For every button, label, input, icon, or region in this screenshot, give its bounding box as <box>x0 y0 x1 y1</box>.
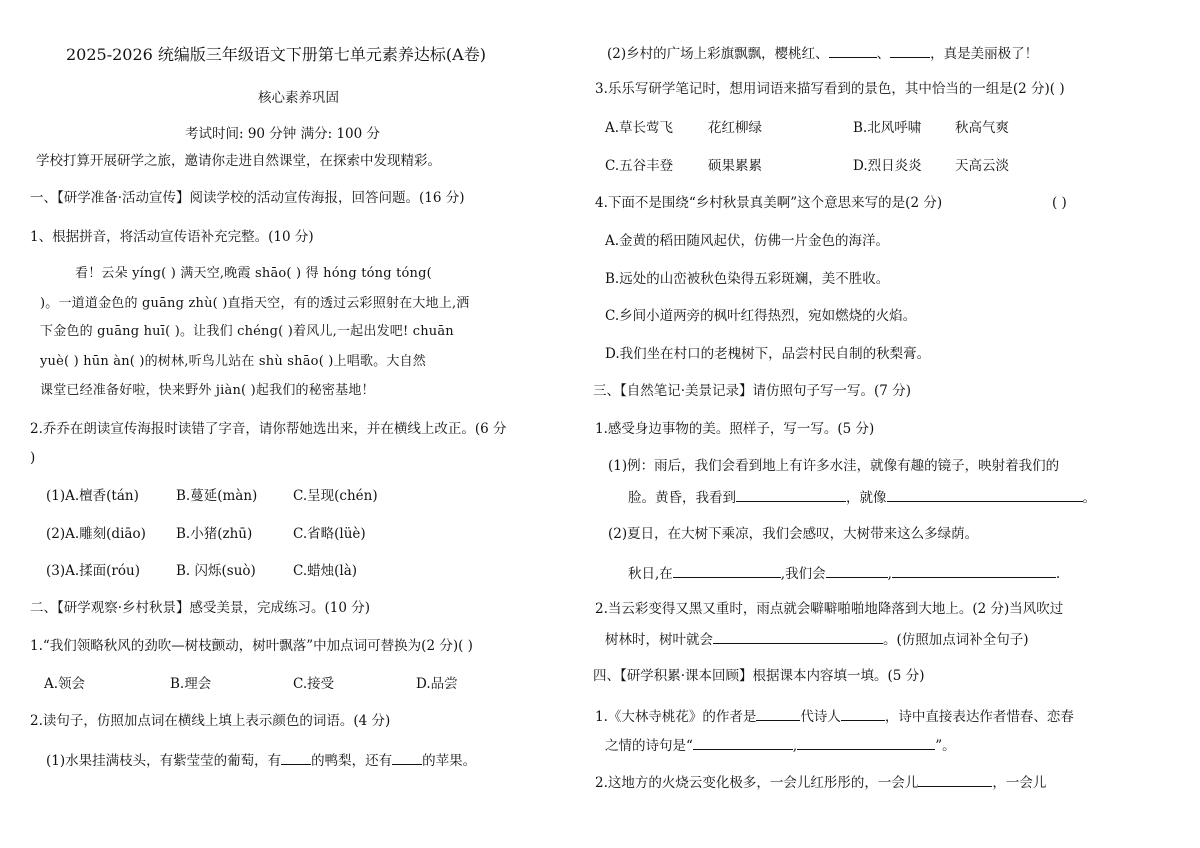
s3-q2-line2: 树林时，树叶就会 。(仿照加点词补全句子) <box>605 629 1029 649</box>
s3-q1-example: (1)例：雨后，我们会看到地上有许多水洼，就像有趣的镜子，映射着我们的 <box>608 458 1060 474</box>
s3-q2-line1: 2.当云彩变得又黑又重时，雨点就会噼噼啪啪地降落到大地上。(2 分)当风吹过 <box>595 601 1064 617</box>
s2-q3-option: A.草长莺飞 <box>605 120 674 136</box>
page-title: 2025-2026 统编版三年级语文下册第七单元素养达标(A卷) <box>66 45 486 64</box>
s2-q2-sentence2: (2)乡村的广场上彩旗飘飘，樱桃红、 、 ，真是美丽极了！ <box>607 43 1038 63</box>
s2-q1-option: B.理会 <box>170 676 212 692</box>
s1-q2-option: C.省略(lüè) <box>293 526 366 542</box>
answer-blank[interactable] <box>890 43 930 58</box>
answer-blank[interactable] <box>392 750 422 765</box>
answer-paren[interactable]: ( ) <box>1052 195 1067 211</box>
s2-q3-option: 天高云淡 <box>955 158 1009 174</box>
s1-q2-option: C.蜡烛(là) <box>293 563 358 579</box>
s4-q1-line2: 之情的诗句是“ , ”。 <box>605 735 956 755</box>
s2-q1-stem: 1.“我们领略秋风的劲吹—树枝颤动，树叶飘落”中加点词可替换为(2 分)( ) <box>30 638 473 654</box>
answer-blank[interactable] <box>736 487 846 502</box>
answer-blank[interactable] <box>281 750 311 765</box>
s2-q4-option: D.我们坐在村口的老槐树下，品尝村民自制的秋梨膏。 <box>605 346 931 362</box>
s2-q1-option: A.领会 <box>44 676 86 692</box>
s2-q1-option: C.接受 <box>293 676 335 692</box>
s2-q3-option: 花红柳绿 <box>708 120 762 136</box>
s3-q1-answer-line: 秋日,在 ,我们会 , . <box>628 563 1060 583</box>
s1-q2-option: (3)A.揉面(róu) <box>46 563 140 579</box>
s2-q3-option: D.烈日炎炎 <box>853 158 922 174</box>
answer-blank[interactable] <box>887 487 1083 502</box>
s1-q1-line: 下金色的 guāng huī( )。让我们 chéng( )着风儿,一起出发吧! chuān <box>40 324 454 339</box>
s3-q1-sentence2: (2)夏日，在大树下乘凉，我们会感叹，大树带来这么多绿荫。 <box>608 526 979 542</box>
s1-q2-option: C.呈现(chén) <box>293 488 378 504</box>
section2-heading: 二、【研学观察·乡村秋景】感受美景，完成练习。(10 分) <box>30 600 371 616</box>
answer-blank[interactable] <box>797 735 935 750</box>
s2-q4-option: C.乡间小道两旁的枫叶红得热烈，宛如燃烧的火焰。 <box>605 308 917 324</box>
answer-blank[interactable] <box>673 563 781 578</box>
s1-q1-line: 看！云朵 yíng( ) 满天空,晚霞 shāo( ) 得 hóng tóng tóng( <box>75 266 432 281</box>
answer-blank[interactable] <box>892 563 1056 578</box>
answer-blank[interactable] <box>756 706 800 721</box>
s2-q4-option: B.远处的山峦被秋色染得五彩斑斓，美不胜收。 <box>605 271 890 287</box>
answer-blank[interactable] <box>918 772 992 787</box>
s2-q4-option: A.金黄的稻田随风起伏，仿佛一片金色的海洋。 <box>605 233 890 249</box>
s2-q3-option: C.五谷丰登 <box>605 158 674 174</box>
s1-q1-line: yuè( ) hūn àn( )的树林,听鸟儿站在 shù shāo( )上唱歌。大自然 <box>40 354 426 369</box>
answer-blank[interactable] <box>826 563 888 578</box>
s2-q1-option: D.品尝 <box>416 676 458 692</box>
s1-q2-option: (2)A.雕刻(diāo) <box>46 526 146 542</box>
s1-q2-option: B.蔓延(màn) <box>176 488 258 504</box>
s3-q1-example-cont: 脸。黄昏，我看到 ，就像 。 <box>628 487 1096 507</box>
answer-blank[interactable] <box>841 706 885 721</box>
s1-q1-stem: 1、根据拼音，将活动宣传语补充完整。(10 分) <box>30 229 314 245</box>
s1-q1-line: 课堂已经准备好啦，快来野外 jiàn( )起我们的秘密基地！ <box>40 383 375 398</box>
s2-q3-option: 秋高气爽 <box>955 120 1009 136</box>
s1-q2-stem-cont: ) <box>30 450 36 466</box>
s3-q1-stem: 1.感受身边事物的美。照样子，写一写。(5 分) <box>595 421 875 437</box>
s2-q3-option: 硕果累累 <box>708 158 762 174</box>
section4-heading: 四、【研学积累·课本回顾】根据课本内容填一填。(5 分) <box>593 668 925 684</box>
s2-q2-sentence1: (1)水果挂满枝头，有紫莹莹的葡萄，有 的鸭梨，还有 的苹果。 <box>46 750 476 770</box>
s1-q1-line: )。一道道金色的 guāng zhù( )直指天空，有的透过云彩照射在大地上,洒 <box>40 296 470 311</box>
s2-q4-stem: 4.下面不是围绕“乡村秋景真美啊”这个意思来写的是(2 分) <box>595 195 943 211</box>
s2-q3-option: B.北风呼啸 <box>853 120 922 136</box>
s1-q2-option: B. 闪烁(suò) <box>176 563 256 579</box>
s1-q2-option: (1)A.檀香(tán) <box>46 488 139 504</box>
s4-q1-line1: 1.《大林寺桃花》的作者是 代诗人 ，诗中直接表达作者惜春、恋春 <box>595 706 1074 726</box>
intro-text: 学校打算开展研学之旅，邀请你走进自然课堂，在探索中发现精彩。 <box>36 153 441 169</box>
answer-blank[interactable] <box>713 629 883 644</box>
s2-q3-stem: 3.乐乐写研学笔记时，想用词语来描写看到的景色，其中恰当的一组是(2 分)( ) <box>595 81 1065 97</box>
answer-blank[interactable] <box>829 43 877 58</box>
answer-blank[interactable] <box>693 735 793 750</box>
s2-q2-stem: 2.读句子，仿照加点词在横线上填上表示颜色的词语。(4 分) <box>30 713 391 729</box>
s1-q2-option: B.小猪(zhū) <box>176 526 253 542</box>
exam-info: 考试时间: 90 分钟 满分: 100 分 <box>185 126 380 142</box>
section1-heading: 一、【研学准备·活动宣传】阅读学校的活动宣传海报，回答问题。(16 分) <box>30 190 465 206</box>
s1-q2-stem: 2.乔乔在朗读宣传海报时读错了字音，请你帮她选出来，并在横线上改正。(6 分 <box>30 421 507 437</box>
page-subtitle: 核心素养巩固 <box>258 90 339 106</box>
s4-q2-line1: 2.这地方的火烧云变化极多，一会儿红彤彤的，一会儿 ，一会儿 <box>595 772 1046 792</box>
section3-heading: 三、【自然笔记·美景记录】请仿照句子写一写。(7 分) <box>593 383 911 399</box>
